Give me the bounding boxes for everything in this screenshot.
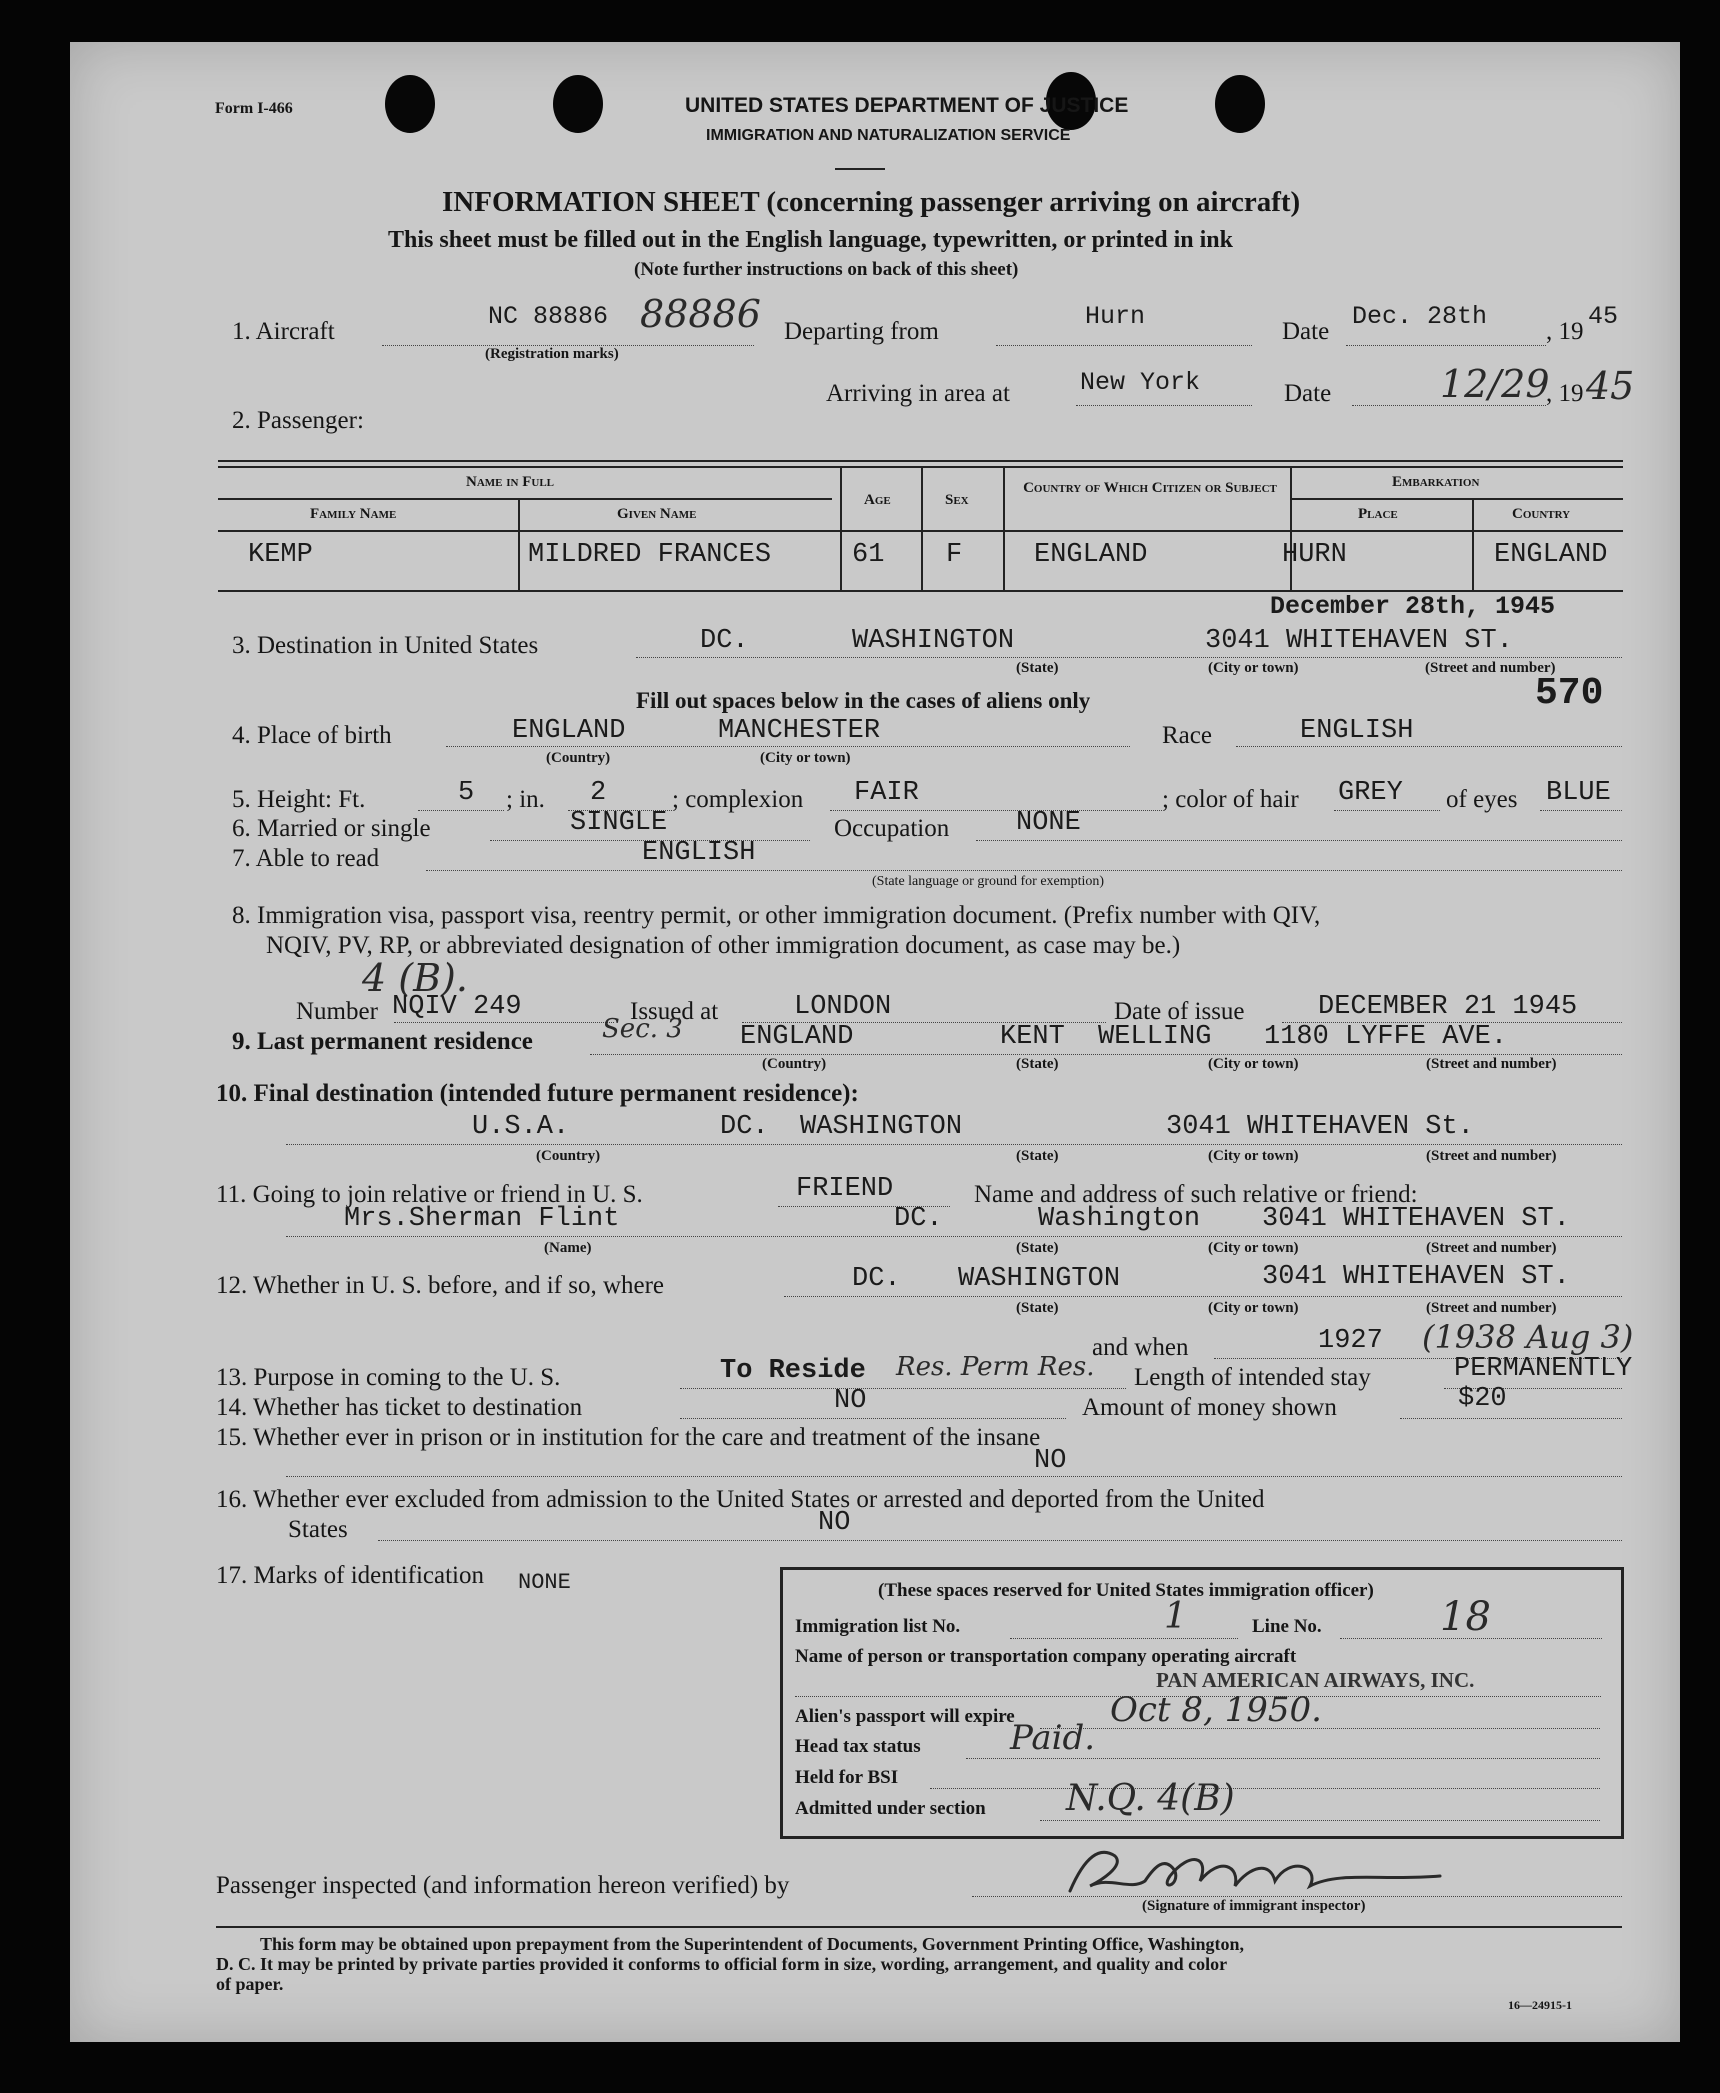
height-label: 5. Height: Ft.: [232, 786, 366, 813]
embarkation-country: ENGLAND: [1494, 540, 1608, 570]
final-destination-state: DC.: [720, 1112, 769, 1142]
destination-city: WASHINGTON: [852, 626, 1015, 656]
aliens-only-heading: Fill out spaces below in the cases of aliens only: [636, 688, 1091, 713]
money-line: [1400, 1418, 1622, 1419]
aircraft-registration-handwritten: 88886: [640, 292, 761, 336]
table-column-divider: [1003, 466, 1005, 590]
head-tax-status: Paid.: [1010, 1718, 1096, 1758]
age-value: 61: [852, 540, 885, 570]
read-value: ENGLISH: [642, 838, 756, 868]
arriving-value: New York: [1080, 368, 1201, 397]
officer-box-title: (These spaces reserved for United States immigration officer): [878, 1580, 1374, 1601]
eyes-label: of eyes: [1446, 786, 1518, 813]
money-label: Amount of money shown: [1082, 1394, 1337, 1421]
departing-label: Departing from: [784, 318, 939, 345]
visa-number-line: [394, 1022, 614, 1023]
caption-state: (State): [1016, 1300, 1059, 1316]
complexion-label: ; complexion: [672, 786, 804, 813]
marks-label: 17. Marks of identification: [216, 1562, 484, 1589]
table-column-divider: [921, 466, 923, 590]
aircraft-label: 1. Aircraft: [232, 318, 335, 345]
visa-label-line1: 8. Immigration visa, passport visa, reentry permit, or other immigration document. (Prefix number with QIV,: [232, 902, 1321, 929]
caption-state: (State): [1016, 1240, 1059, 1256]
date-line: [1346, 345, 1546, 346]
destination-label: 3. Destination in United States: [232, 632, 539, 659]
admitted-section: N.Q. 4(B): [1066, 1778, 1235, 1819]
caption-state: (State): [1016, 1148, 1059, 1164]
given-name: MILDRED FRANCES: [528, 540, 772, 570]
visa-label-line2: NQIV, PV, RP, or abbreviated designation of other immigration document, as case may be.): [266, 932, 1181, 959]
caption-name: (Name): [544, 1240, 592, 1256]
inches-label: ; in.: [506, 786, 545, 813]
birth-city: MANCHESTER: [718, 716, 881, 746]
table-column-divider: [518, 498, 520, 590]
last-residence-handwritten: Sec. 3: [602, 1014, 683, 1044]
table-column-divider: [840, 466, 842, 590]
header-sex: Sex: [945, 492, 969, 508]
occupation-label: Occupation: [834, 815, 950, 842]
birth-line: [446, 746, 1130, 747]
caption-city: (City or town): [1208, 1300, 1299, 1316]
birth-label: 4. Place of birth: [232, 722, 392, 749]
friend-city: Washington: [1038, 1204, 1201, 1234]
eyes-line: [1540, 810, 1622, 811]
bsi-line: [930, 1788, 1600, 1789]
read-label: 7. Able to read: [232, 845, 380, 872]
departure-year: 45: [1588, 302, 1619, 331]
prison-line: [286, 1476, 1622, 1477]
race-value: ENGLISH: [1300, 716, 1414, 746]
caption-city: (City or town): [760, 750, 851, 766]
ticket-line: [680, 1418, 1066, 1419]
caption-city: (City or town): [1208, 660, 1299, 676]
excluded-value: NO: [818, 1508, 851, 1538]
header-embarkation-place: Place: [1358, 506, 1398, 522]
previous-city: WASHINGTON: [958, 1264, 1121, 1294]
header-age: Age: [864, 492, 891, 508]
purpose-label: 13. Purpose in coming to the U. S.: [216, 1364, 561, 1391]
table-column-divider: [1290, 466, 1292, 590]
passport-expiry: Oct 8, 1950.: [1110, 1690, 1322, 1730]
service-name: IMMIGRATION AND NATURALIZATION SERVICE: [706, 127, 1071, 144]
issued-label: Issued at: [630, 998, 719, 1025]
arriving-label: Arriving in area at: [826, 380, 1010, 407]
destination-state: DC.: [700, 626, 749, 656]
final-destination-city: WASHINGTON: [800, 1112, 963, 1142]
table-subheader-rule: [218, 498, 832, 500]
caption-street: (Street and number): [1426, 1148, 1557, 1164]
married-label: 6. Married or single: [232, 815, 431, 842]
friend-line: [286, 1236, 1622, 1237]
joining-label: 11. Going to join relative or friend in U. S.: [216, 1181, 643, 1208]
destination-street: 3041 WHITEHAVEN ST.: [1205, 626, 1513, 656]
stay-value: PERMANENTLY: [1454, 1354, 1633, 1384]
friend-street: 3041 WHITEHAVEN ST.: [1262, 1204, 1570, 1234]
complexion-value: FAIR: [854, 778, 919, 808]
final-destination-street: 3041 WHITEHAVEN St.: [1166, 1112, 1474, 1142]
issued-value: LONDON: [794, 992, 892, 1022]
caption-street: (Street and number): [1425, 660, 1556, 676]
last-residence-line: [590, 1054, 1622, 1055]
previous-state: DC.: [852, 1264, 901, 1294]
destination-line: [636, 657, 1622, 658]
stamp-number: 570: [1535, 672, 1604, 715]
friend-name: Mrs.Sherman Flint: [344, 1204, 620, 1234]
joining-relation: FRIEND: [796, 1174, 894, 1204]
last-residence-street: 1180 LYFFE AVE.: [1264, 1022, 1508, 1052]
arrival-date-handwritten: 12/29: [1440, 362, 1550, 406]
company-value: PAN AMERICAN AIRWAYS, INC.: [1156, 1668, 1475, 1692]
purpose-handwritten: Res. Perm Res.: [896, 1352, 1095, 1382]
table-column-divider: [1472, 498, 1474, 590]
department-name: UNITED STATES DEPARTMENT OF JUSTICE: [685, 94, 1129, 117]
caption-street: (Street and number): [1426, 1240, 1557, 1256]
last-residence-country: ENGLAND: [740, 1022, 854, 1052]
previous-when-handwritten: (1938 Aug 3): [1422, 1318, 1634, 1356]
table-subheader-rule: [1292, 498, 1623, 500]
height-inches: 2: [590, 778, 607, 808]
race-line: [1236, 746, 1622, 747]
list-number: 1: [1164, 1596, 1187, 1637]
caption-country: (Country): [762, 1056, 827, 1072]
visa-number-label: Number: [296, 998, 378, 1025]
read-line: [426, 870, 1622, 871]
final-destination-country: U.S.A.: [472, 1112, 570, 1142]
ticket-value: NO: [834, 1386, 867, 1416]
company-label: Name of person or transportation company operating aircraft: [795, 1646, 1297, 1667]
caption-state: (State): [1016, 1056, 1059, 1072]
birth-country: ENGLAND: [512, 716, 626, 746]
departing-value: Hurn: [1085, 302, 1146, 331]
caption-country: (Country): [546, 750, 611, 766]
when-label: and when: [1092, 1334, 1189, 1361]
departing-line: [996, 345, 1252, 346]
previous-street: 3041 WHITEHAVEN ST.: [1262, 1262, 1570, 1292]
height-feet: 5: [458, 778, 475, 808]
arriving-line: [1076, 405, 1252, 406]
head-tax-line: [966, 1758, 1600, 1759]
friend-state: DC.: [894, 1204, 943, 1234]
head-tax-label: Head tax status: [795, 1736, 921, 1757]
arrival-year-prefix: , 19: [1546, 380, 1584, 407]
hair-label: ; color of hair: [1162, 786, 1299, 813]
ticket-label: 14. Whether has ticket to destination: [216, 1394, 583, 1421]
excluded-label-line1: 16. Whether ever excluded from admission to the United States or arrested and deported from the United: [216, 1486, 1265, 1513]
note-text: (Note further instructions on back of this sheet): [634, 259, 1019, 280]
visa-number: NQIV 249: [392, 992, 522, 1022]
punch-hole: [1215, 75, 1265, 133]
caption-street: (Street and number): [1426, 1300, 1557, 1316]
header-citizen-country: Country of Which Citizen or Subject: [1023, 480, 1277, 496]
section-line: [1040, 1820, 1600, 1821]
table-top-rule: [218, 460, 1623, 462]
arrival-date-label: Date: [1284, 380, 1332, 407]
purpose-line: [680, 1388, 1126, 1389]
hair-value: GREY: [1338, 778, 1403, 808]
last-residence-state: KENT: [1000, 1022, 1065, 1052]
previous-line: [784, 1296, 1622, 1297]
citizen-value: ENGLAND: [1034, 540, 1148, 570]
final-destination-line: [286, 1144, 1622, 1145]
form-code: 16—24915-1: [1508, 1998, 1572, 2012]
race-label: Race: [1162, 722, 1212, 749]
eyes-value: BLUE: [1546, 778, 1611, 808]
bsi-label: Held for BSI: [795, 1767, 899, 1788]
form-number: Form I-466: [215, 100, 293, 117]
caption-city: (City or town): [1208, 1240, 1299, 1256]
date-label: Date: [1282, 318, 1330, 345]
line-number: 18: [1440, 1594, 1491, 1640]
departure-date: Dec. 28th: [1352, 302, 1488, 331]
caption-city: (City or town): [1208, 1148, 1299, 1164]
header-embarkation: Embarkation: [1392, 474, 1480, 490]
list-number-label: Immigration list No.: [795, 1616, 961, 1637]
occupation-line: [976, 840, 1622, 841]
last-residence-city: WELLING: [1098, 1022, 1212, 1052]
excluded-line: [378, 1540, 1622, 1541]
last-residence-label: 9. Last permanent residence: [232, 1028, 533, 1055]
excluded-label-line2: States: [288, 1516, 348, 1543]
section-label: Admitted under section: [795, 1798, 986, 1819]
previous-visit-label: 12. Whether in U. S. before, and if so, where: [216, 1272, 665, 1299]
friend-name-label: Name and address of such relative or friend:: [974, 1181, 1418, 1208]
visa-class-handwritten: 4 (B).: [362, 956, 468, 1000]
married-value: SINGLE: [570, 808, 668, 838]
caption-state: (State): [1016, 660, 1059, 676]
purpose-value: To Reside: [720, 1356, 866, 1386]
stay-label: Length of intended stay: [1134, 1364, 1371, 1391]
hair-line: [1334, 810, 1440, 811]
caption-street: (Street and number): [1426, 1056, 1557, 1072]
punch-hole: [385, 75, 435, 133]
marks-value: NONE: [518, 1570, 571, 1595]
aircraft-registration: NC 88886: [488, 302, 609, 331]
footer-text-line3: of paper.: [216, 1974, 284, 1994]
year-prefix: , 19: [1546, 318, 1584, 345]
family-name: KEMP: [248, 540, 313, 570]
footer-rule: [216, 1926, 1622, 1928]
signature-caption: (Signature of immigrant inspector): [1142, 1898, 1366, 1914]
footer-text-line1: This form may be obtained upon prepayment from the Superintendent of Documents, Government Printing Office, Washington,: [260, 1934, 1245, 1954]
footer-text-line2: D. C. It may be printed by private parties provided it conforms to official form in size, wording, arrangement, and quality and color: [216, 1954, 1228, 1974]
header-embarkation-country: Country: [1512, 506, 1571, 522]
arrival-year: 45: [1586, 364, 1635, 408]
occupation-value: NONE: [1016, 808, 1081, 838]
passenger-label: 2. Passenger:: [232, 407, 364, 434]
header-family-name: Family Name: [310, 506, 397, 522]
embarkation-place: HURN: [1282, 540, 1347, 570]
complexion-line: [830, 810, 1162, 811]
previous-when: 1927: [1318, 1326, 1383, 1356]
header-rule: [835, 168, 885, 170]
final-destination-label: 10. Final destination (intended future permanent residence):: [216, 1080, 859, 1107]
sex-value: F: [946, 540, 963, 570]
caption-city: (City or town): [1208, 1056, 1299, 1072]
header-given-name: Given Name: [617, 506, 697, 522]
height-ft-line: [418, 810, 504, 811]
caption-country: (Country): [536, 1148, 601, 1164]
date-stamp: December 28th, 1945: [1270, 592, 1556, 621]
date-of-issue: DECEMBER 21 1945: [1318, 992, 1578, 1022]
registration-caption: (Registration marks): [485, 346, 619, 362]
money-value: $20: [1458, 1384, 1507, 1414]
header-name-in-full: Name in Full: [466, 474, 555, 490]
page-title: INFORMATION SHEET (concerning passenger arriving on aircraft): [442, 186, 1301, 218]
read-caption: (State language or ground for exemption): [872, 874, 1105, 889]
inspector-signature: [1060, 1836, 1480, 1906]
list-number-line: [1010, 1638, 1238, 1639]
punch-hole: [553, 75, 603, 133]
prison-label: 15. Whether ever in prison or in institution for the care and treatment of the insane: [216, 1424, 1041, 1451]
prison-value: NO: [1034, 1446, 1067, 1476]
passport-expiry-label: Alien's passport will expire: [795, 1706, 1015, 1727]
instruction-text: This sheet must be filled out in the English language, typewritten, or printed in ink: [388, 227, 1233, 253]
inspection-label: Passenger inspected (and information hereon verified) by: [216, 1872, 790, 1899]
line-number-label: Line No.: [1252, 1616, 1322, 1637]
date-of-issue-label: Date of issue: [1114, 998, 1245, 1025]
